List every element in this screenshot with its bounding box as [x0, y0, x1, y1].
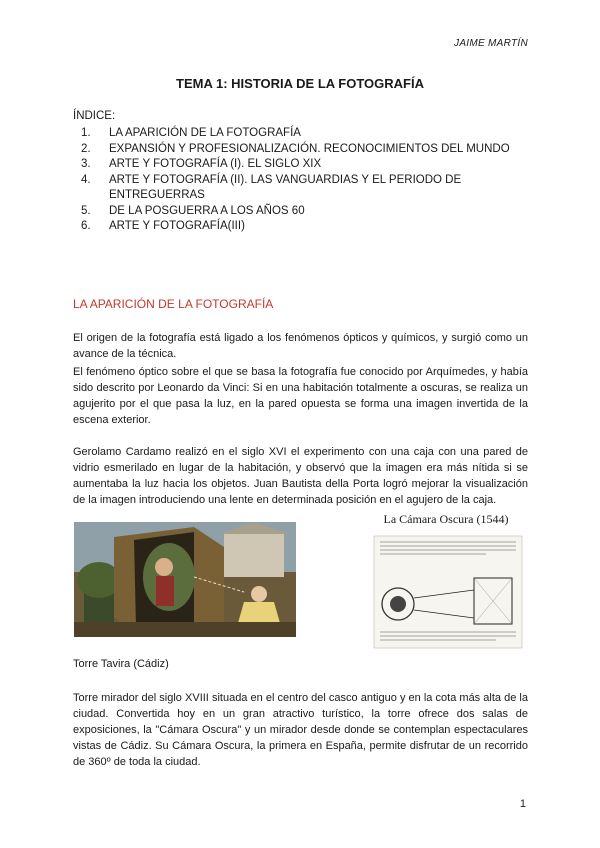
toc-item	[73, 142, 513, 158]
author-name: JAIME MARTÍN	[454, 38, 528, 49]
toc-item	[73, 204, 513, 220]
toc-item	[73, 219, 513, 235]
toc-number: 5.	[81, 204, 91, 217]
toc-number: 4.	[81, 173, 91, 186]
paragraph-cardamo: Gerolamo Cardamo realizó en el siglo XVI el experimento con una caja con una pared de vidrio esmerilado en lugar de la habitación, y observó que la imagen era más nítida si se aumentaba la luz hacia los objetos. Juan Bautista della Porta logró mejorar la visualización de la imagen introduciendo una lente en determinada posición en el agujero de la caja.	[73, 446, 528, 506]
paragraph-optical-phenomenon: El fenómeno óptico sobre el que se basa la fotografía fue conocido por Arquímedes, y había sido descrito por Leonardo da Vinci: Si en una habitación totalmente a oscuras, se realiza un agujerito por el que pasa la luz, en la pared opuesta se forma una imagen invertida de la escena exterior.	[73, 366, 528, 426]
page-number: 1	[519, 798, 526, 810]
table-of-contents	[73, 126, 513, 235]
figure-title: La Cámara Oscura (1544)	[383, 512, 509, 526]
toc-text: DE LA POSGUERRA A LOS AÑOS 60	[109, 204, 305, 217]
section-heading: LA APARICIÓN DE LA FOTOGRAFÍA	[73, 297, 274, 311]
camera-obscura-painting	[74, 522, 296, 637]
document-title: TEMA 1: HISTORIA DE LA FOTOGRAFÍA	[176, 76, 424, 91]
paragraph-origin: El origen de la fotografía está ligado a los fenómenos ópticos y químicos, y surgió como un avance de la técnica.	[73, 332, 528, 360]
index-heading: ÍNDICE:	[73, 110, 116, 122]
toc-text: LA APARICIÓN DE LA FOTOGRAFÍA	[109, 127, 301, 139]
paragraph-torre-tavira: Torre mirador del siglo XVIII situada en el centro del casco antiguo y en la cota más alta de la ciudad. Convertida hoy en un gran atractivo turístico, la torre ofrece dos salas de exposiciones, la "Cámara Oscura" y un mirador desde donde se contemplan espectaculares vistas de Cádiz. Su Cámara Oscura, la primera en España, permite disfrutar de un recorrido de 360º de toda la ciudad.	[73, 692, 528, 768]
toc-item	[73, 126, 513, 142]
figure-caption: Torre Tavira (Cádiz)	[73, 658, 169, 670]
toc-text: ARTE Y FOTOGRAFÍA (I). EL SIGLO XIX	[109, 158, 322, 170]
toc-item	[73, 157, 513, 173]
toc-item	[73, 173, 513, 204]
engraving-illustration	[366, 532, 526, 652]
toc-number: 3.	[81, 158, 91, 170]
camera-obscura-1544-figure	[366, 512, 526, 652]
toc-text: ARTE Y FOTOGRAFÍA (II). LAS VANGUARDIAS Y EL PERIODO DE ENTREGUERRAS	[109, 173, 462, 201]
toc-number: 1.	[81, 127, 91, 139]
toc-text: ARTE Y FOTOGRAFÍA(III)	[109, 220, 245, 232]
toc-text: EXPANSIÓN Y PROFESIONALIZACIÓN. RECONOCIMIENTOS DEL MUNDO	[109, 142, 510, 155]
toc-number: 2.	[81, 142, 91, 155]
toc-number: 6.	[81, 220, 91, 232]
